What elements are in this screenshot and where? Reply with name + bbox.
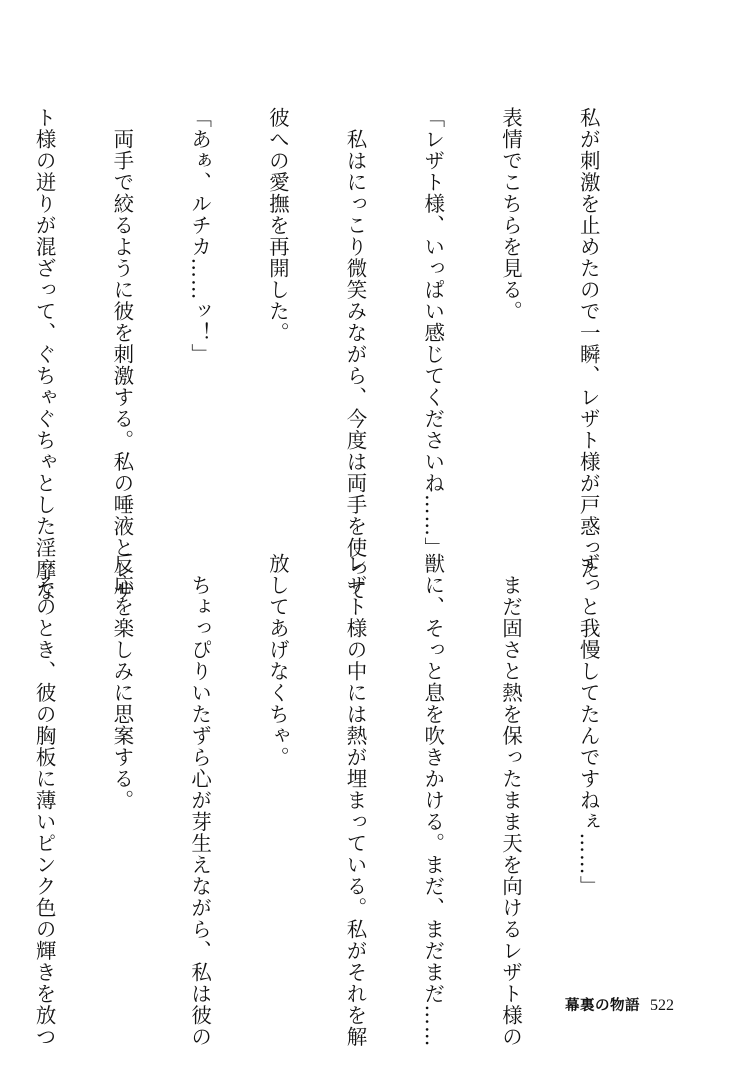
text-column: 両手で絞るように彼を刺激する。私の唾液とレザ — [109, 107, 134, 602]
text-column: 放してあげなくちゃ。 — [265, 553, 290, 768]
text-column: 私はにっこり微笑みながら、今度は両手を使って — [343, 107, 368, 602]
text-column: 私が刺激を止めたので一瞬、レザト様が戸惑った — [576, 107, 601, 580]
text-column: まだ固さと熱を保ったまま天を向けるレザト様の — [498, 553, 523, 1048]
text-column: 「レザト様、いっぱい感じてくださいね……」 — [420, 107, 445, 559]
text-column: 表情でこちらを見る。 — [498, 107, 523, 322]
text-column: 「あぁ、ルチカ……ッ！」 — [187, 107, 212, 365]
text-column: ト様の迸りが混ざって、ぐちゃぐちゃとした淫靡な — [32, 107, 57, 602]
page-number: 522 — [650, 997, 674, 1014]
text-column: そのとき、彼の胸板に薄いピンク色の輝きを放つ — [32, 553, 57, 1048]
text-column: レザト様の中には熱が埋まっている。私がそれを解 — [343, 553, 368, 1048]
page-footer — [565, 994, 674, 1015]
text-column: ずっと我慢してたんですねぇ……」 — [576, 553, 601, 897]
book-title: 幕裏の物語 — [565, 997, 640, 1014]
text-column: 彼への愛撫を再開した。 — [265, 107, 290, 344]
text-column: 獣に、そっと息を吹きかける。まだ、まだまだ…… — [420, 553, 445, 1048]
text-column: 反応を楽しみに思案する。 — [109, 553, 134, 811]
text-block-top — [32, 107, 652, 602]
text-column: ちょっぴりいたずら心が芽生えながら、私は彼の — [187, 553, 212, 1048]
